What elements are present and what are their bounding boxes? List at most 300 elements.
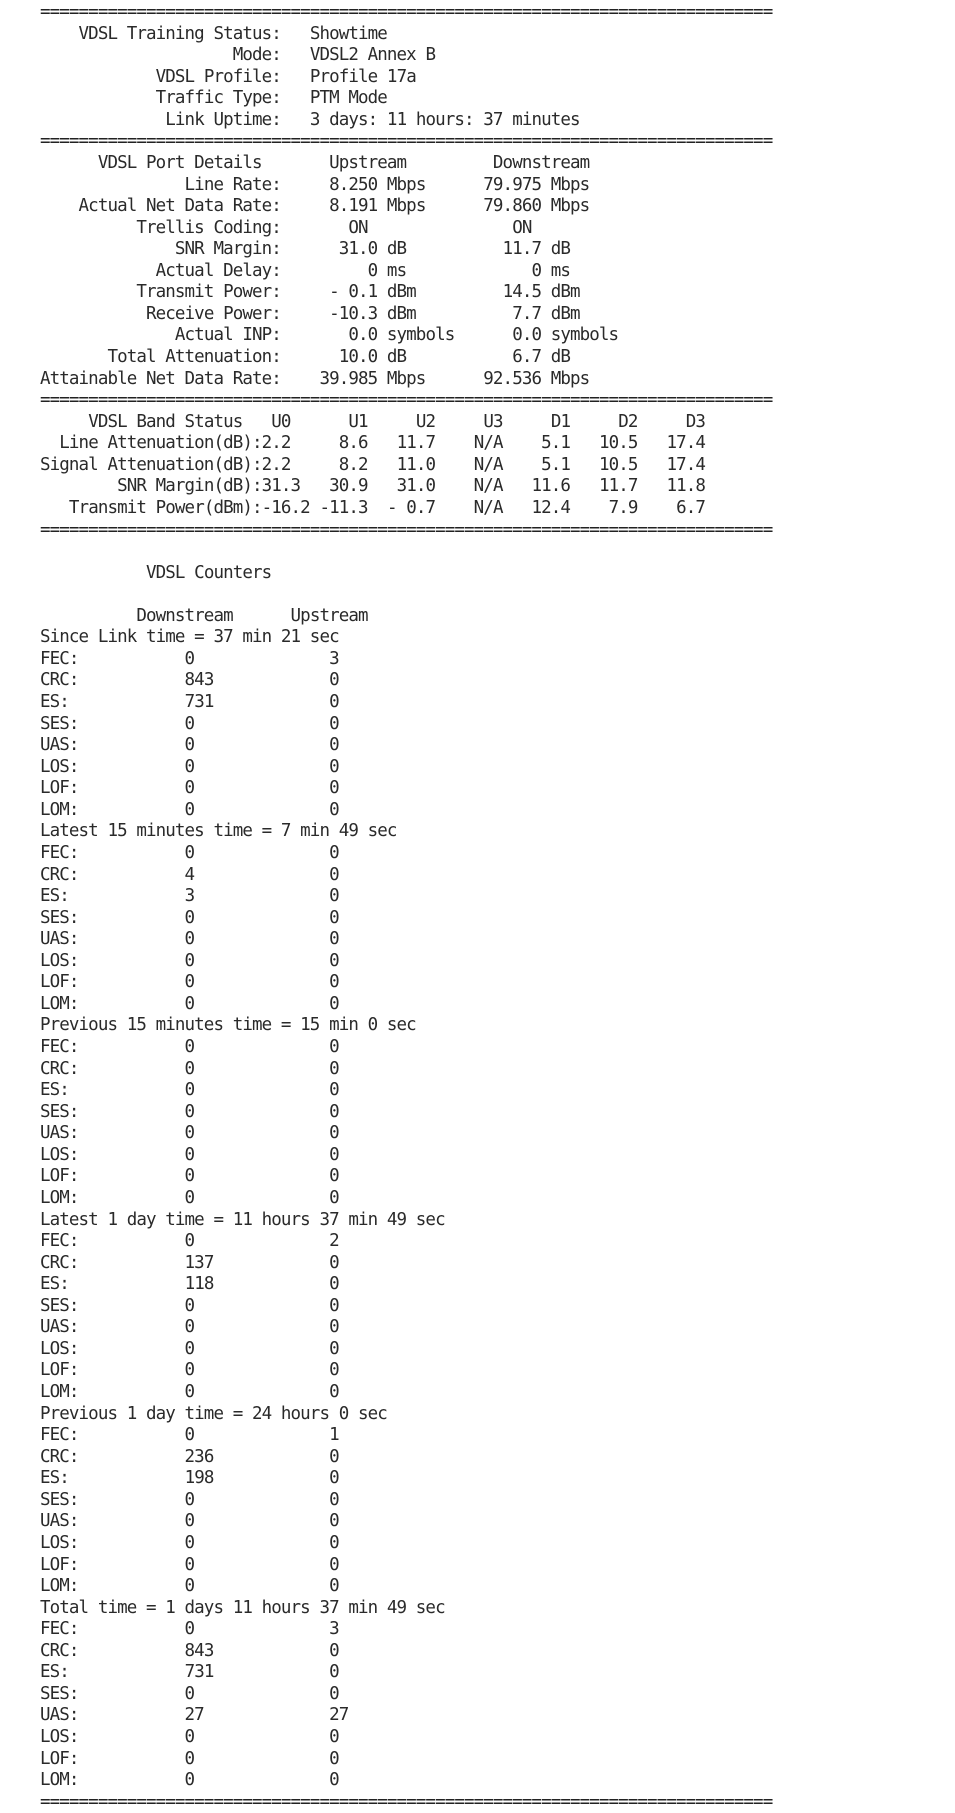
counter-downstream: 731 [184, 692, 214, 712]
counter-row [40, 865, 772, 887]
port-detail-downstream: 0 ms [531, 260, 571, 281]
band-header-u2: U2 [415, 411, 436, 432]
separator-line [40, 2, 772, 24]
port-detail-label: Trellis Coding: [136, 217, 281, 238]
counter-downstream: 0 [184, 1554, 195, 1575]
port-detail-downstream: 11.7 dB [502, 239, 570, 260]
counter-row [40, 886, 772, 908]
counter-downstream: 4 [184, 864, 195, 885]
blank-line [40, 584, 772, 606]
port-detail-upstream: 39.985 Mbps [319, 368, 426, 389]
counter-downstream: 27 [184, 1705, 204, 1726]
port-detail-label: Attainable Net Data Rate: [40, 368, 281, 389]
counter-upstream: 0 [329, 1640, 339, 1661]
port-details-row [40, 325, 772, 347]
counter-downstream: 0 [184, 1770, 195, 1791]
counter-name: LOM: [40, 1382, 79, 1402]
training-status-row [40, 24, 772, 46]
counter-downstream: 0 [184, 1619, 195, 1640]
counter-name: FEC: [40, 842, 79, 863]
counter-row [40, 1317, 772, 1339]
counter-row [40, 1274, 772, 1296]
counter-downstream: 118 [184, 1274, 214, 1295]
band-value: N/A [473, 433, 503, 454]
separator-line [40, 520, 772, 542]
counter-downstream: 843 [184, 1640, 214, 1661]
counter-downstream: 0 [184, 1748, 195, 1769]
counter-row [40, 1360, 772, 1382]
band-value: 31.0 [396, 476, 436, 497]
counter-upstream: 0 [329, 1123, 339, 1144]
band-value: 11.6 [531, 476, 571, 497]
separator-rule: ============================================================================ [40, 2, 773, 22]
counter-name: LOS: [40, 1338, 79, 1359]
port-details-row [40, 218, 772, 240]
counter-upstream: 0 [329, 950, 339, 971]
port-detail-label: Actual Delay: [155, 260, 281, 281]
counter-downstream: 0 [184, 1295, 195, 1316]
port-detail-label: Transmit Power: [136, 282, 281, 303]
counter-row [40, 1059, 772, 1081]
vdsl-profile-label: VDSL Profile: [155, 66, 281, 87]
band-status-row [40, 433, 772, 455]
counter-row [40, 649, 772, 671]
counter-downstream: 0 [184, 1166, 195, 1187]
counter-upstream: 0 [329, 1554, 339, 1575]
port-details-row [40, 261, 772, 283]
counter-name: ES: [40, 1468, 69, 1489]
band-status-header [40, 412, 772, 434]
counter-upstream: 0 [329, 1468, 339, 1489]
port-detail-downstream: 79.975 Mbps [483, 174, 590, 195]
counter-name: LOM: [40, 1770, 79, 1791]
counter-downstream: 0 [184, 1080, 195, 1101]
vdsl-profile-value: Profile 17a [309, 66, 416, 87]
band-value: 2.2 [261, 433, 291, 454]
band-status-title: VDSL Band Status [88, 411, 243, 432]
counter-name: SES: [40, 1295, 79, 1316]
counter-upstream: 2 [329, 1231, 339, 1252]
counter-name: LOF: [40, 972, 79, 993]
port-details-col-upstream: Upstream [329, 152, 407, 173]
counter-name: CRC: [40, 864, 79, 885]
counter-downstream: 0 [184, 950, 195, 971]
counter-downstream: 0 [184, 1144, 195, 1165]
counter-upstream: 0 [329, 1187, 339, 1208]
band-value: 2.2 [261, 454, 291, 475]
counter-upstream: 0 [329, 1683, 339, 1704]
traffic-type-label: Traffic Type: [155, 88, 281, 109]
counter-name: LOS: [40, 756, 79, 777]
port-detail-upstream: 8.191 Mbps [329, 196, 426, 217]
counter-downstream: 0 [184, 1425, 195, 1446]
counter-upstream: 0 [329, 1101, 339, 1122]
band-value: 12.4 [531, 497, 571, 518]
port-detail-downstream: 6.7 dB [512, 347, 571, 367]
counter-row [40, 972, 772, 994]
counter-row [40, 778, 772, 800]
counter-downstream: 0 [184, 1727, 195, 1747]
counter-row [40, 800, 772, 822]
counter-downstream: 843 [184, 670, 214, 691]
counter-upstream: 0 [329, 1144, 339, 1165]
band-value: N/A [473, 497, 503, 518]
counter-upstream: 0 [329, 1511, 339, 1532]
band-value: 10.5 [599, 454, 638, 475]
counter-name: LOF: [40, 1360, 79, 1381]
counter-upstream: 0 [329, 1770, 339, 1791]
band-value: 7.9 [608, 497, 638, 518]
counter-upstream: 3 [329, 1619, 339, 1640]
counter-name: LOM: [40, 993, 79, 1014]
counter-name: FEC: [40, 1619, 79, 1640]
port-details-title: VDSL Port Details [97, 152, 262, 173]
counter-row [40, 1555, 772, 1577]
counter-row [40, 1231, 772, 1253]
counter-name: LOS: [40, 950, 79, 971]
counter-name: LOF: [40, 1748, 79, 1769]
band-value: -11.3 [319, 497, 368, 518]
counter-section-title: Total time = 1 days 11 hours 37 min 49 sec [40, 1597, 445, 1618]
port-detail-upstream: 31.0 dB [338, 239, 407, 260]
link-uptime-row [40, 110, 772, 132]
counter-upstream: 0 [329, 907, 339, 928]
counter-upstream: 0 [329, 842, 339, 863]
counter-upstream: 0 [329, 972, 339, 993]
counter-upstream: 0 [329, 713, 339, 734]
port-detail-downstream: 92.536 Mbps [483, 368, 590, 389]
counter-downstream: 0 [184, 993, 195, 1014]
band-value: 8.2 [338, 454, 368, 475]
band-value: 11.8 [666, 476, 705, 497]
counters-title-row [40, 563, 772, 585]
counter-row [40, 735, 772, 757]
counter-downstream: 0 [184, 1489, 195, 1510]
counter-downstream: 0 [184, 648, 195, 669]
band-header-d1: D1 [550, 411, 571, 432]
counter-row [40, 1749, 772, 1771]
counter-section-title: Previous 15 minutes time = 15 min 0 sec [40, 1015, 416, 1036]
counter-row [40, 1253, 772, 1275]
band-value: 17.4 [666, 433, 706, 454]
counter-upstream: 0 [329, 1748, 339, 1769]
counter-upstream: 0 [329, 1058, 339, 1079]
counter-name: LOS: [40, 1727, 79, 1747]
counter-downstream: 0 [184, 1382, 195, 1402]
counter-row [40, 908, 772, 930]
separator-rule: ============================================================================ [40, 390, 773, 411]
counter-name: ES: [40, 886, 69, 907]
counter-name: SES: [40, 1101, 79, 1122]
port-detail-downstream: 7.7 dBm [512, 303, 580, 324]
counter-section-header [40, 1210, 772, 1232]
counter-downstream: 0 [184, 735, 195, 756]
counter-upstream: 0 [329, 864, 339, 885]
separator-line [40, 390, 772, 412]
band-value: 6.7 [676, 497, 705, 518]
counter-upstream: 0 [329, 1317, 339, 1338]
separator-rule: ============================================================================ [40, 131, 773, 152]
counter-row [40, 929, 772, 951]
counter-row [40, 1619, 772, 1641]
counter-section-title: Latest 1 day time = 11 hours 37 min 49 sec [40, 1209, 445, 1230]
counter-name: SES: [40, 1489, 79, 1510]
separator-rule: ============================================================================ [40, 519, 773, 540]
counter-name: CRC: [40, 1252, 79, 1273]
counter-downstream: 0 [184, 1231, 195, 1252]
counter-row [40, 994, 772, 1016]
port-detail-downstream: 0.0 symbols [512, 325, 619, 346]
counter-name: UAS: [40, 1705, 79, 1726]
counter-upstream: 0 [329, 1338, 339, 1359]
port-detail-downstream: 79.860 Mbps [483, 196, 590, 217]
counter-upstream: 0 [329, 778, 339, 799]
port-detail-label: Actual Net Data Rate: [78, 196, 281, 217]
counter-row [40, 1102, 772, 1124]
counter-upstream: 1 [329, 1425, 339, 1446]
counter-row [40, 1166, 772, 1188]
counter-row [40, 1339, 772, 1361]
counter-downstream: 0 [184, 972, 195, 993]
link-uptime-value: 3 days: 11 hours: 37 minutes [309, 109, 580, 130]
counter-downstream: 0 [184, 842, 195, 863]
counter-upstream: 0 [329, 756, 339, 777]
port-details-row [40, 282, 772, 304]
port-detail-upstream: -10.3 dBm [329, 303, 416, 324]
counter-downstream: 0 [184, 1338, 195, 1359]
port-details-row [40, 239, 772, 261]
band-status-row [40, 498, 772, 520]
band-header-u0: U0 [271, 411, 291, 432]
port-detail-downstream: 14.5 dBm [502, 282, 580, 303]
port-details-row [40, 196, 772, 218]
counter-downstream: 0 [184, 929, 195, 950]
counter-section-title: Since Link time = 37 min 21 sec [40, 627, 339, 648]
counter-row [40, 670, 772, 692]
counter-name: FEC: [40, 1425, 79, 1446]
port-detail-upstream: 10.0 dB [338, 347, 407, 367]
counter-name: SES: [40, 713, 79, 734]
band-value: -16.2 [261, 497, 310, 518]
counter-section-header [40, 627, 772, 649]
band-header-d3: D3 [685, 411, 706, 432]
counter-row [40, 1145, 772, 1167]
counter-name: SES: [40, 907, 79, 928]
counter-downstream: 137 [184, 1252, 214, 1273]
counter-name: LOF: [40, 778, 79, 799]
band-status-row [40, 476, 772, 498]
counter-name: CRC: [40, 1446, 79, 1467]
counter-row [40, 1080, 772, 1102]
port-detail-upstream: 8.250 Mbps [329, 174, 426, 195]
counter-downstream: 0 [184, 1187, 195, 1208]
counter-downstream: 0 [184, 1360, 195, 1381]
counter-section-title: Latest 15 minutes time = 7 min 49 sec [40, 821, 397, 842]
counter-row [40, 1468, 772, 1490]
port-detail-label: Actual INP: [174, 325, 281, 346]
port-detail-downstream: ON [512, 217, 532, 238]
counter-row [40, 692, 772, 714]
band-row-label: SNR Margin(dB): [117, 476, 262, 497]
training-mode-value: VDSL2 Annex B [309, 45, 436, 66]
training-status-value: Showtime [309, 23, 387, 44]
counter-downstream: 0 [184, 1683, 195, 1704]
band-value: 10.5 [599, 433, 638, 454]
counter-downstream: 236 [184, 1446, 214, 1467]
port-details-header [40, 153, 772, 175]
counter-upstream: 0 [329, 1489, 339, 1510]
counter-row [40, 1641, 772, 1663]
counter-name: SES: [40, 1683, 79, 1704]
counter-name: CRC: [40, 1058, 79, 1079]
counter-row [40, 1123, 772, 1145]
counter-name: CRC: [40, 1640, 79, 1661]
port-detail-upstream: 0 ms [367, 260, 407, 281]
counter-downstream: 0 [184, 1576, 195, 1597]
counters-col-upstream: Upstream [290, 605, 368, 626]
counter-row [40, 714, 772, 736]
counter-upstream: 3 [329, 648, 339, 669]
band-header-d2: D2 [618, 411, 638, 432]
counter-row [40, 1382, 772, 1404]
band-value: N/A [473, 476, 503, 497]
counter-row [40, 951, 772, 973]
counter-row [40, 1296, 772, 1318]
counter-upstream: 0 [329, 993, 339, 1014]
counter-name: UAS: [40, 929, 79, 950]
counter-row [40, 1447, 772, 1469]
counter-upstream: 27 [329, 1705, 349, 1726]
counter-downstream: 0 [184, 713, 195, 734]
counter-upstream: 0 [329, 1166, 339, 1187]
counter-row [40, 1684, 772, 1706]
band-value: 11.0 [396, 454, 436, 475]
counter-section-header [40, 821, 772, 843]
band-value: 11.7 [598, 476, 638, 497]
counter-name: UAS: [40, 735, 79, 756]
counter-row [40, 1533, 772, 1555]
counter-name: LOM: [40, 799, 79, 820]
counter-upstream: 0 [329, 1080, 339, 1101]
band-value: 17.4 [666, 454, 706, 475]
counter-downstream: 0 [184, 1037, 195, 1057]
counter-row [40, 1705, 772, 1727]
counter-upstream: 0 [329, 735, 339, 756]
counter-section-title: Previous 1 day time = 24 hours 0 sec [40, 1403, 387, 1424]
counter-downstream: 0 [184, 1123, 195, 1144]
separator-line [40, 131, 772, 153]
counters-column-header [40, 606, 772, 628]
counter-name: FEC: [40, 648, 79, 669]
counter-upstream: 0 [329, 799, 339, 820]
counter-name: UAS: [40, 1123, 79, 1144]
counter-row [40, 1727, 772, 1749]
counter-row [40, 1490, 772, 1512]
counter-name: UAS: [40, 1511, 79, 1532]
counter-upstream: 0 [329, 1037, 339, 1057]
counter-downstream: 0 [184, 1511, 195, 1532]
link-uptime-label: Link Uptime: [165, 109, 281, 130]
counter-downstream: 0 [184, 756, 195, 777]
counter-downstream: 0 [184, 1532, 195, 1553]
band-header-u3: U3 [483, 411, 503, 432]
band-value: 5.1 [541, 454, 571, 475]
counter-upstream: 0 [329, 692, 339, 712]
counter-upstream: 0 [329, 1446, 339, 1467]
band-value: 11.7 [396, 433, 436, 454]
port-details-row [40, 304, 772, 326]
counter-downstream: 0 [184, 778, 195, 799]
counter-downstream: 0 [184, 1317, 195, 1338]
counter-upstream: 0 [329, 929, 339, 950]
blank-line [40, 541, 772, 563]
counter-name: FEC: [40, 1231, 79, 1252]
counter-name: LOM: [40, 1576, 79, 1597]
counter-row [40, 843, 772, 865]
traffic-type-value: PTM Mode [309, 88, 387, 109]
counter-section-header [40, 1598, 772, 1620]
counter-upstream: 0 [329, 1274, 339, 1295]
counter-section-header [40, 1404, 772, 1426]
counter-name: ES: [40, 1662, 69, 1683]
counter-section-header [40, 1015, 772, 1037]
port-details-row [40, 347, 772, 369]
counter-upstream: 0 [329, 1576, 339, 1597]
port-details-col-downstream: Downstream [492, 152, 590, 173]
counter-name: LOF: [40, 1166, 79, 1187]
separator-rule: ============================================================================ [40, 1791, 773, 1812]
vdsl-status-terminal [40, 2, 772, 1813]
port-detail-upstream: 0.0 symbols [348, 325, 455, 346]
band-value: 5.1 [541, 433, 571, 454]
counter-upstream: 0 [329, 1727, 339, 1747]
port-details-row [40, 175, 772, 197]
counter-name: CRC: [40, 670, 79, 691]
counter-upstream: 0 [329, 1295, 339, 1316]
vdsl-profile-row [40, 67, 772, 89]
counter-row [40, 1576, 772, 1598]
port-detail-upstream: - 0.1 dBm [329, 282, 416, 303]
band-header-u1: U1 [348, 411, 368, 432]
counters-title: VDSL Counters [146, 562, 272, 583]
counter-upstream: 0 [329, 1382, 339, 1402]
training-mode-row [40, 45, 772, 67]
counter-upstream: 0 [329, 1662, 339, 1683]
counter-name: ES: [40, 1274, 69, 1295]
port-detail-label: Total Attenuation: [107, 347, 281, 367]
counter-upstream: 0 [329, 886, 339, 907]
counter-row [40, 1188, 772, 1210]
training-mode-label: Mode: [232, 45, 281, 66]
counter-row [40, 1662, 772, 1684]
band-value: - 0.7 [386, 497, 436, 518]
counter-name: ES: [40, 1080, 69, 1101]
port-detail-label: Line Rate: [184, 174, 281, 195]
counter-downstream: 0 [184, 1058, 195, 1079]
counter-name: LOF: [40, 1554, 79, 1575]
counter-row [40, 1037, 772, 1059]
counter-downstream: 731 [184, 1662, 214, 1683]
counter-name: LOS: [40, 1144, 79, 1165]
counter-name: LOM: [40, 1187, 79, 1208]
port-detail-label: SNR Margin: [174, 239, 281, 260]
counter-upstream: 0 [329, 670, 339, 691]
counter-row [40, 757, 772, 779]
band-value: 8.6 [338, 433, 368, 454]
counter-name: UAS: [40, 1317, 79, 1338]
counter-downstream: 0 [184, 1101, 195, 1122]
counter-downstream: 198 [184, 1468, 214, 1489]
